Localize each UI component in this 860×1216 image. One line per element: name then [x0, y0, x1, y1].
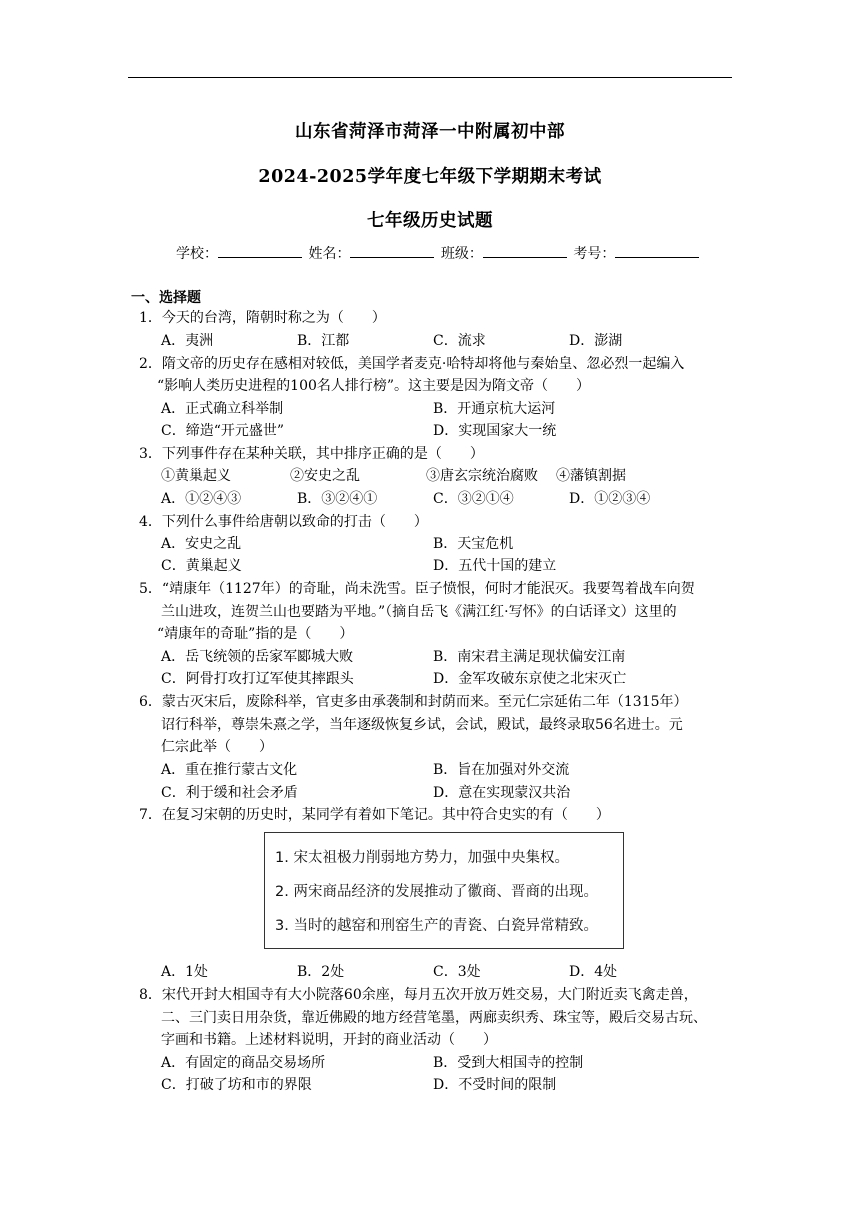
q4-option-b: B．天宝危机 — [433, 536, 514, 552]
q4-option-c: C．黄巢起义 — [161, 558, 242, 574]
q3-option-b: B．③②④① — [297, 491, 378, 507]
q5-option-c: C．阿骨打攻打辽军使其摔跟头 — [161, 671, 354, 687]
q8-stem-line3: 字画和书籍。上述材料说明，开封的商业活动（ ） — [161, 1032, 497, 1048]
q7-note-1: 1. 宋太祖极力削弱地方势力，加强中央集权。 — [275, 850, 569, 866]
exam-title: 2024-2025学年度七年级下学期期末考试 — [258, 167, 602, 187]
q3-stem: 3．下列事件存在某种关联，其中排序正确的是（ ） — [139, 446, 484, 462]
q4-option-a: A．安史之乱 — [161, 536, 242, 552]
school-blank[interactable] — [218, 242, 302, 258]
q4-stem: 4．下列什么事件给唐朝以致命的打击（ ） — [139, 514, 428, 530]
q5-stem-line1: 5．“靖康年（1127年）的奇耻，尚未洗雪。臣子愤恨，何时才能泯灭。我要驾着战车向贺 — [139, 581, 695, 597]
q8-option-c: C．打破了坊和市的界限 — [161, 1077, 312, 1093]
q5-option-d: D．金军攻破东京使之北宋灭亡 — [433, 671, 627, 687]
q5-stem-line3: “靖康年的奇耻”指的是（ ） — [157, 626, 354, 642]
q1-option-d: D．澎湖 — [569, 333, 623, 349]
q2-stem-line1: 2．隋文帝的历史存在感相对较低，美国学者麦克·哈特却将他与秦始皇、忽必烈一起编入 — [139, 356, 685, 372]
q2-option-a: A．正式确立科举制 — [161, 401, 284, 417]
q6-option-c: C．利于缓和社会矛盾 — [161, 785, 298, 801]
class-label: 班级： — [440, 246, 483, 262]
q7-stem: 7．在复习宋朝的历史时，某同学有着如下笔记。其中符合史实的有（ ） — [139, 807, 610, 823]
q6-option-d: D．意在实现蒙汉共治 — [433, 785, 571, 801]
q6-stem-line2: 诏行科举，尊崇朱熹之学，当年逐级恢复乡试，会试，殿试，最终录取56名进士。元 — [161, 717, 683, 733]
q7-option-c: C．3处 — [433, 964, 481, 980]
q3-event-2: ②安史之乱 — [290, 468, 360, 484]
q6-stem-line1: 6．蒙古灭宋后，废除科举，官吏多由承袭制和封荫而来。至元仁宗延佑二年（1315年） — [139, 694, 688, 710]
exam-no-label: 考号： — [573, 246, 616, 262]
student-info-row — [176, 242, 701, 263]
school-label: 学校： — [176, 246, 218, 262]
q8-option-a: A．有固定的商品交易场所 — [161, 1055, 326, 1071]
q5-stem-line2: 兰山进攻，连贺兰山也要踏为平地。”（摘自岳飞《满江红·写怀》的白话译文）这里的 — [161, 604, 677, 620]
q7-option-a: A．1处 — [161, 964, 209, 980]
top-divider — [128, 77, 732, 78]
q7-option-b: B．2处 — [297, 964, 345, 980]
q3-event-1: ①黄巢起义 — [161, 468, 231, 484]
q3-option-c: C．③②①④ — [433, 491, 514, 507]
q2-option-b: B．开通京杭大运河 — [433, 401, 556, 417]
class-blank[interactable] — [483, 242, 567, 258]
name-blank[interactable] — [350, 242, 434, 258]
q3-event-4: ④藩镇割据 — [556, 468, 626, 484]
q2-option-c: C．缔造“开元盛世” — [161, 423, 285, 439]
q7-note-2: 2. 两宋商品经济的发展推动了徽商、晋商的出现。 — [275, 884, 598, 900]
name-label: 姓名： — [308, 246, 351, 262]
q7-option-d: D．4处 — [569, 964, 618, 980]
q3-option-d: D．①②③④ — [569, 491, 651, 507]
school-title: 山东省菏泽市菏泽一中附属初中部 — [295, 122, 565, 142]
q5-option-b: B．南宋君主满足现状偏安江南 — [433, 649, 626, 665]
q6-option-b: B．旨在加强对外交流 — [433, 762, 570, 778]
q5-option-a: A．岳飞统领的岳家军郾城大败 — [161, 649, 354, 665]
q6-option-a: A．重在推行蒙古文化 — [161, 762, 298, 778]
q7-notes-image — [264, 832, 624, 949]
subject-title: 七年级历史试题 — [367, 211, 493, 231]
q8-stem-line2: 二、三门卖日用杂货，靠近佛殿的地方经营笔墨，两廊卖织秀、珠宝等，殿后交易古玩、 — [161, 1010, 707, 1026]
q8-option-b: B．受到大相国寺的控制 — [433, 1055, 584, 1071]
q1-option-b: B．江都 — [297, 333, 350, 349]
exam-no-blank[interactable] — [615, 242, 699, 258]
section-heading: 一、选择题 — [131, 290, 201, 306]
q1-option-c: C．流求 — [433, 333, 486, 349]
q3-option-a: A．①②④③ — [161, 491, 242, 507]
q7-note-3: 3. 当时的越窑和刑窑生产的青瓷、白瓷异常精致。 — [275, 918, 598, 934]
q8-stem-line1: 8．宋代开封大相国寺有大小院落60余座，每月五次开放万姓交易，大门附近卖飞禽走兽， — [139, 987, 698, 1003]
q4-option-d: D．五代十国的建立 — [433, 558, 557, 574]
q1-option-a: A．夷洲 — [161, 333, 214, 349]
q8-option-d: D．不受时间的限制 — [433, 1077, 557, 1093]
q6-stem-line3: 仁宗此举（ ） — [161, 739, 273, 755]
q1-stem: 1．今天的台湾，隋朝时称之为（ ） — [139, 310, 386, 326]
q2-option-d: D．实现国家大一统 — [433, 423, 557, 439]
q3-event-3: ③唐玄宗统治腐败 — [426, 468, 538, 484]
q2-stem-line2: “影响人类历史进程的100名人排行榜”。这主要是因为隋文帝（ ） — [157, 378, 591, 394]
